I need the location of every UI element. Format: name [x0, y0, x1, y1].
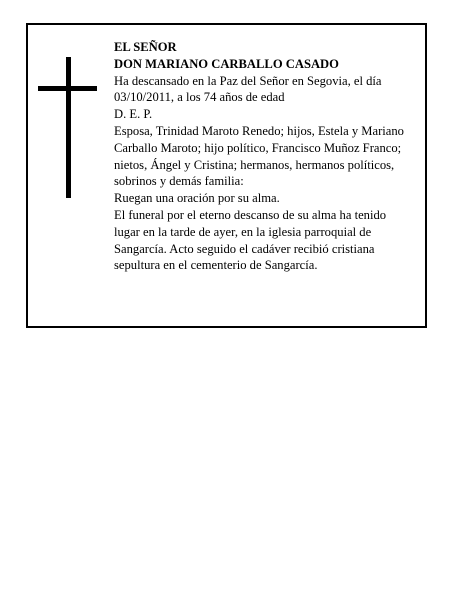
funeral-details: El funeral por el eterno descanso de su alma ha tenido lugar en la tarde de ayer, en la iglesia parroquial de Sangarcía. Acto seguido el cadáver recibió cristiana sepultura en el cementerio de Sangarcía.: [114, 207, 387, 273]
cross-horizontal-bar: [38, 86, 97, 91]
obituary-text: [114, 39, 414, 274]
notice-title: EL SEÑOR: [114, 40, 177, 54]
family-list: Esposa, Trinidad Maroto Renedo; hijos, Estela y Mariano Carballo Maroto; hijo político, Francisco Muñoz Franco; nietos, Ángel y Cristina; hermanos, hermanos políticos, sobrinos y demás familia:: [114, 123, 404, 189]
death-announcement: Ha descansado en la Paz del Señor en Segovia, el día 03/10/2011, a los 74 años de edad: [114, 73, 382, 105]
prayer-request: Ruegan una oración por su alma.: [114, 191, 280, 206]
cross-vertical-bar: [66, 57, 71, 198]
rip-line: D. E. P.: [114, 107, 153, 122]
deceased-name: DON MARIANO CARBALLO CASADO: [114, 56, 339, 71]
obituary-notice: [26, 23, 427, 328]
